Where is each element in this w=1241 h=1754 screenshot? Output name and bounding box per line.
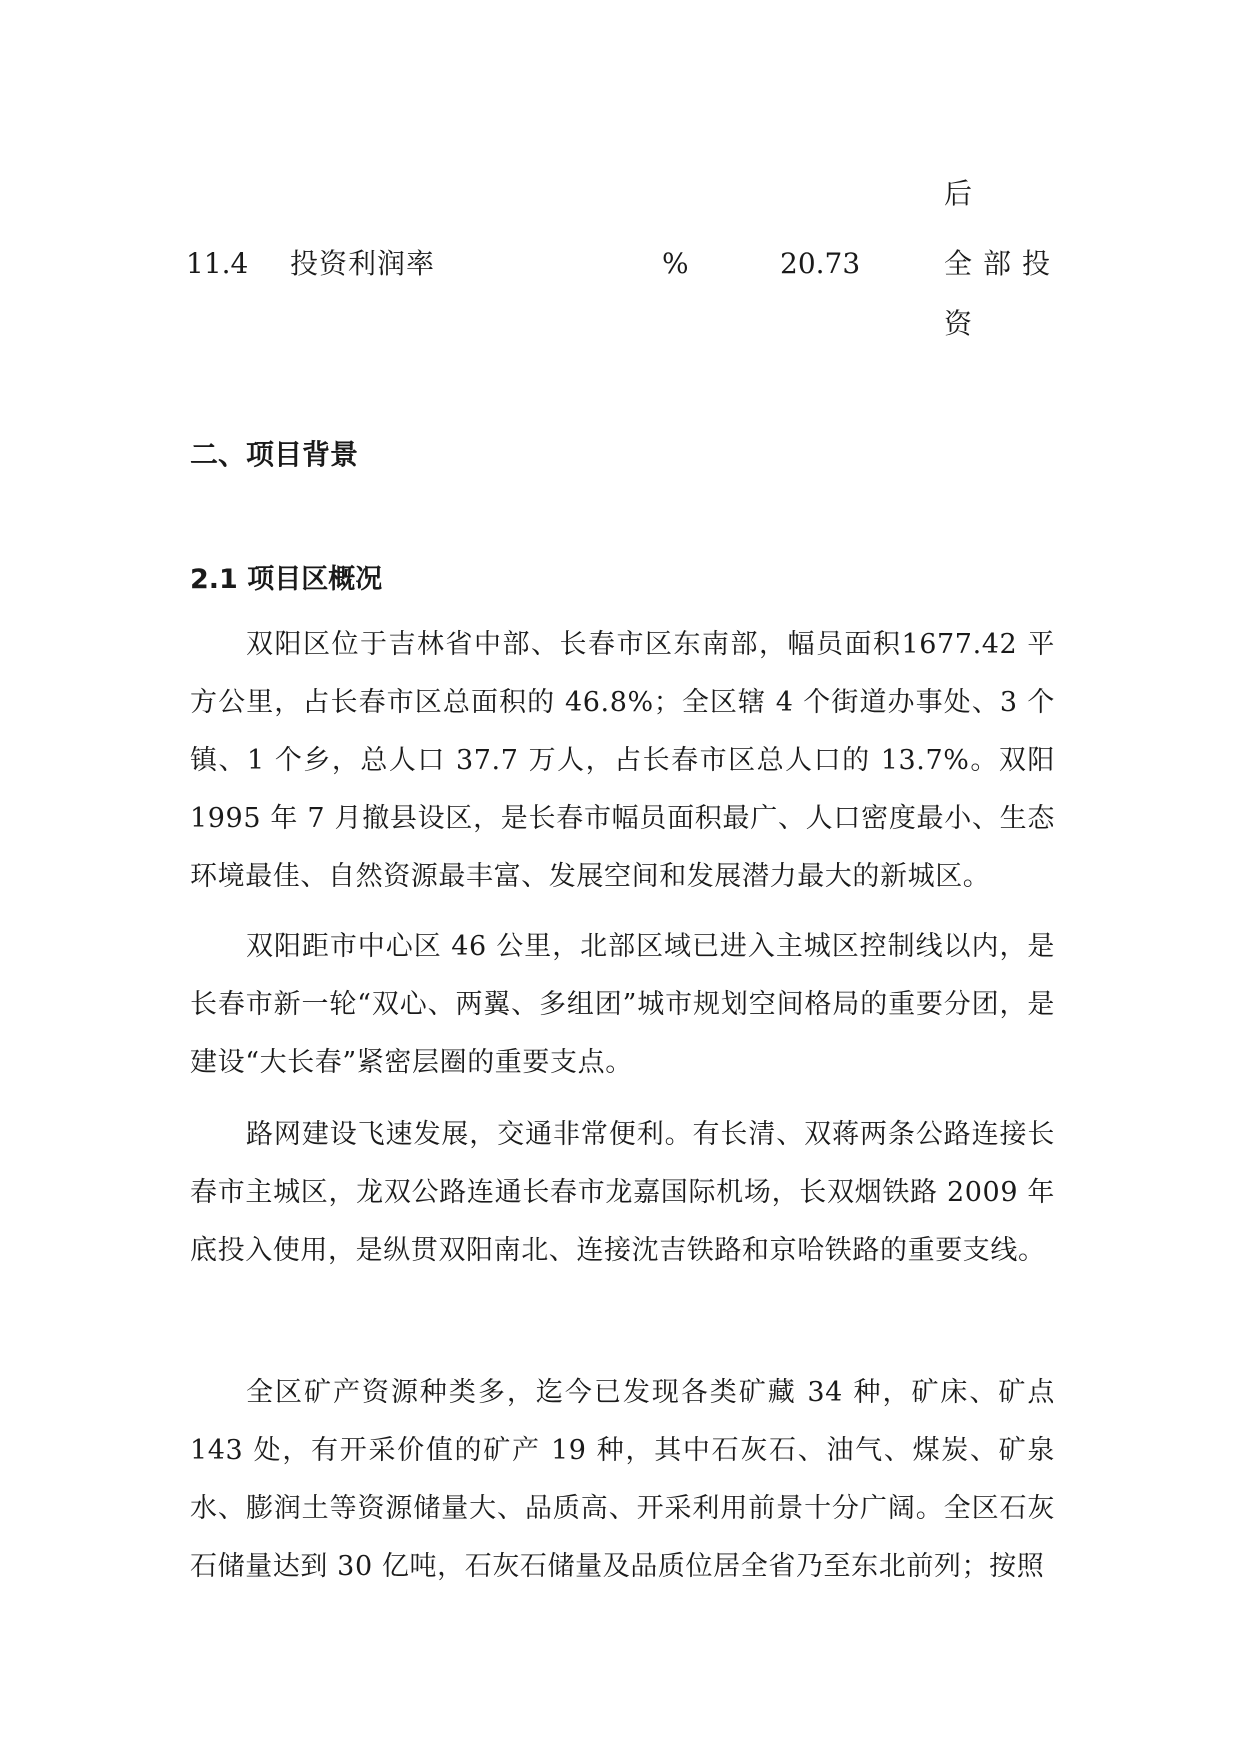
table-row-note-line: 后 bbox=[944, 177, 973, 210]
body-paragraph: 双阳区位于吉林省中部、长春市区东南部，幅员面积1677.42 平方公里，占长春市区总面积的 46.8%；全区辖 4 个街道办事处、3 个镇、1 个乡，总人口 37.7 万人，占长春市区总人口的 13.7%。双阳 1995 年 7 月撤县设区，是长春市幅员面积最广、人口密度最小、生态环境最佳、自然资源最丰富、发展空间和发展潜力最大的新城区。 bbox=[190, 629, 1055, 892]
table-row-note-line: 全部投 bbox=[944, 247, 1062, 280]
table-row-unit: % bbox=[662, 247, 689, 280]
table-row-value: 20.73 bbox=[780, 247, 861, 280]
body-paragraph: 路网建设飞速发展，交通非常便利。有长清、双蒋两条公路连接长春市主城区，龙双公路连通长春市龙嘉国际机场，长双烟铁路 2009 年底投入使用，是纵贯双阳南北、连接沈吉铁路和京哈铁路的重要支线。 bbox=[190, 1119, 1055, 1266]
body-paragraph: 全区矿产资源种类多，迄今已发现各类矿藏 34 种，矿床、矿点 143 处，有开采价值的矿产 19 种，其中石灰石、油气、煤炭、矿泉水、膨润土等资源储量大、品质高、开采利用前景十分广阔。全区石灰石储量达到 30 亿吨，石灰石储量及品质位居全省乃至东北前列；按照 bbox=[190, 1377, 1055, 1582]
body-paragraph: 双阳距市中心区 46 公里，北部区域已进入主城区控制线以内，是长春市新一轮“双心、两翼、多组团”城市规划空间格局的重要分团，是建设“大长春”紧密层圈的重要支点。 bbox=[190, 931, 1055, 1078]
subsection-heading: 2.1 项目区概况 bbox=[190, 564, 383, 595]
table-row-name: 投资利润率 bbox=[290, 247, 436, 280]
section-heading: 二、项目背景 bbox=[190, 438, 359, 471]
table-row-note-line: 资 bbox=[944, 307, 973, 340]
table-row-number: 11.4 bbox=[186, 247, 249, 280]
